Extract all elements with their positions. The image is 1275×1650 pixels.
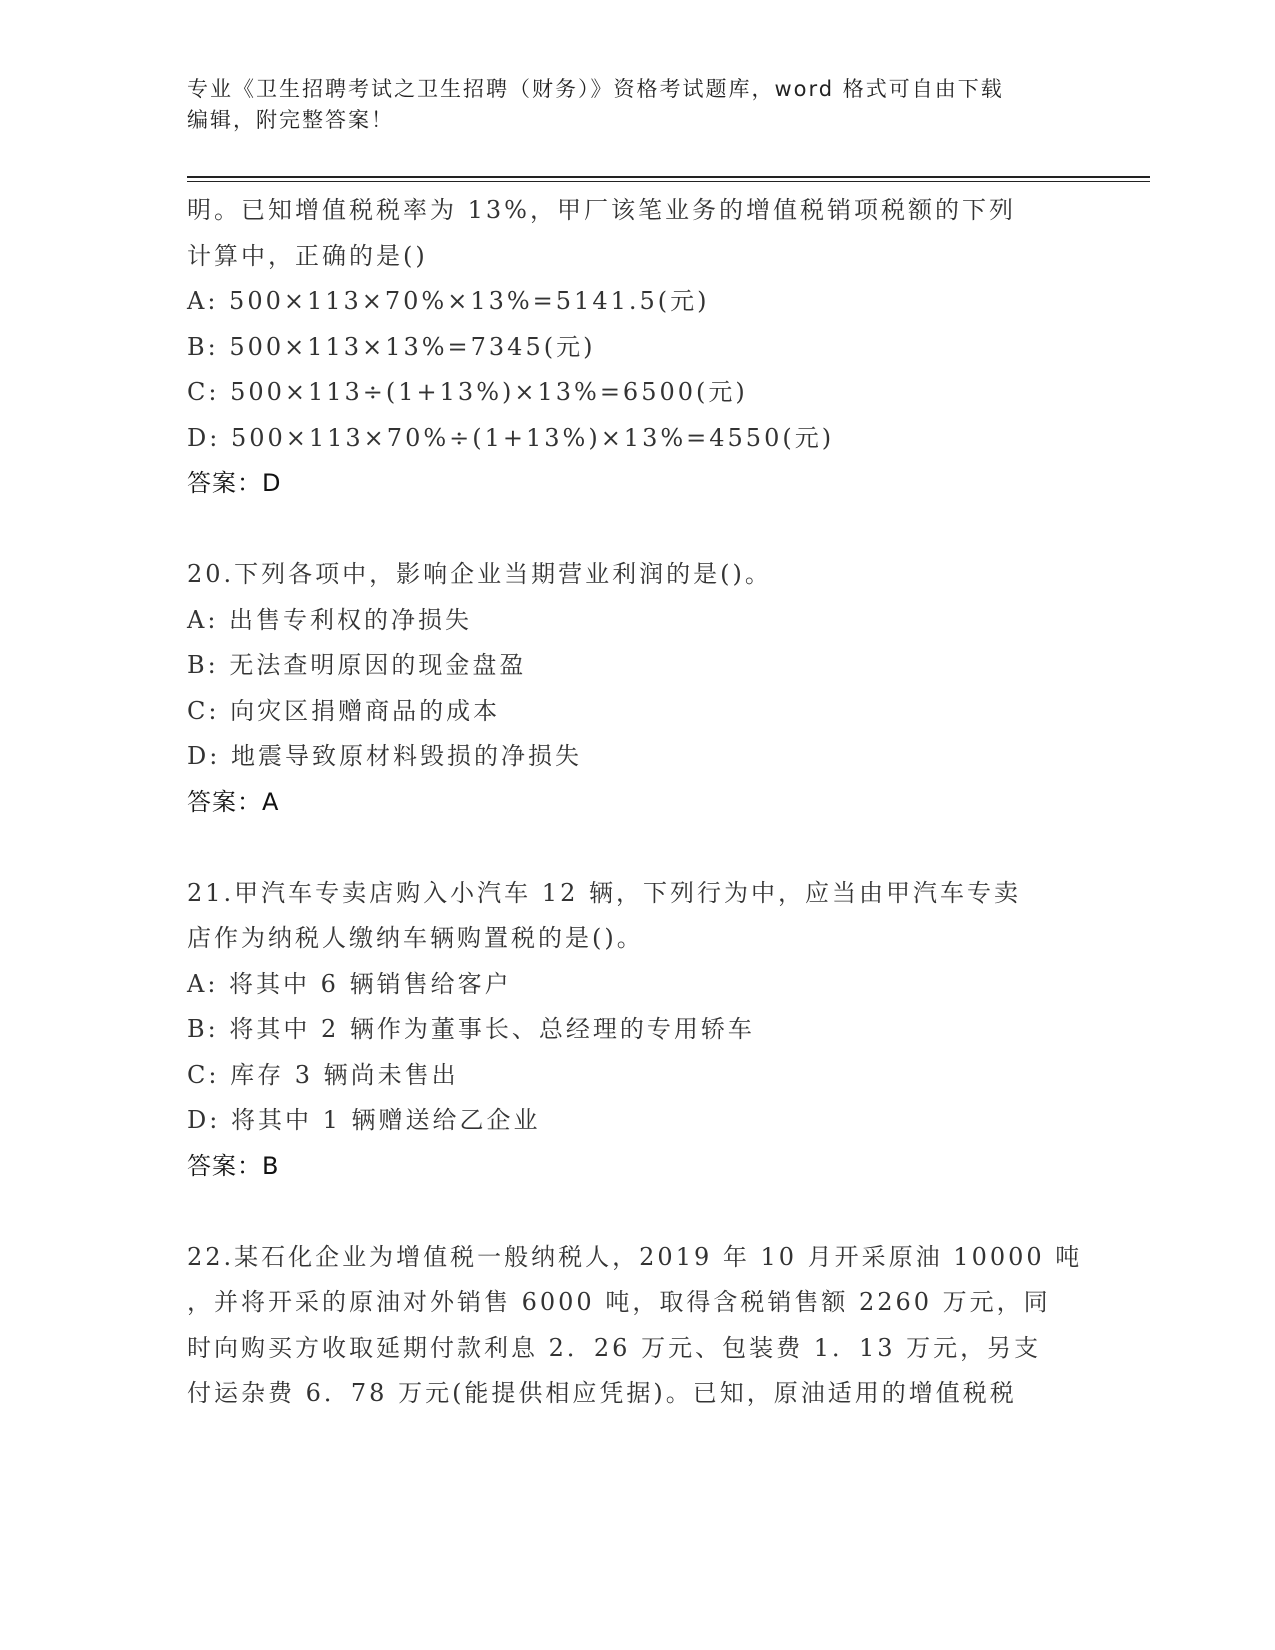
answer-line: 答案：D <box>187 469 282 497</box>
option-d: D: 将其中 1 辆赠送给乙企业 <box>187 1106 541 1134</box>
option-c: C: 向灾区捐赠商品的成本 <box>187 696 501 725</box>
question-stem-line: 20.下列各项中，影响企业当期营业利润的是()。 <box>187 560 772 588</box>
option-d: D: 500×113×70%÷(1+13%)×13%=4550(元) <box>187 423 835 452</box>
question-stem-line: 21.甲汽车专卖店购入小汽车 12 辆，下列行为中，应当由甲汽车专卖 <box>187 878 1021 907</box>
question-stem-line: 明。已知增值税税率为 13%，甲厂该笔业务的增值税销项税额的下列 <box>187 196 1016 224</box>
option-c: C: 库存 3 辆尚未售出 <box>187 1060 459 1089</box>
answer-line: 答案：A <box>187 787 280 816</box>
header-line-1: 专业《卫生招聘考试之卫生招聘（财务）》资格考试题库，word 格式可自由下载 <box>187 77 1004 101</box>
question-21 <box>187 871 1087 1190</box>
spacer <box>187 1189 1087 1235</box>
spacer <box>187 825 1087 871</box>
question-19 <box>187 188 1087 507</box>
spacer <box>187 507 1087 553</box>
question-stem-line: 店作为纳税人缴纳车辆购置税的是()。 <box>187 924 644 952</box>
option-b: B: 500×113×13%=7345(元) <box>187 332 596 361</box>
question-content <box>187 188 1087 1417</box>
question-stem-line: ，并将开采的原油对外销售 6000 吨，取得含税销售额 2260 万元，同 <box>187 1288 1051 1316</box>
option-c: C: 500×113÷(1+13%)×13%=6500(元) <box>187 378 748 406</box>
option-a: A: 500×113×70%×13%=5141.5(元) <box>187 287 710 315</box>
option-b: B: 无法查明原因的现金盘盈 <box>187 651 527 679</box>
question-stem-line: 时向购买方收取延期付款利息 2．26 万元、包装费 1．13 万元，另支 <box>187 1333 1042 1362</box>
question-20 <box>187 552 1087 825</box>
question-stem-line: 计算中，正确的是() <box>187 241 428 270</box>
question-stem-line: 付运杂费 6．78 万元(能提供相应凭据)。已知，原油适用的增值税税 <box>187 1379 1017 1407</box>
page-header <box>187 74 1067 136</box>
answer-line: 答案：B <box>187 1151 280 1180</box>
header-divider-thin <box>187 181 1150 182</box>
option-b: B: 将其中 2 辆作为董事长、总经理的专用轿车 <box>187 1015 755 1043</box>
option-a: A: 将其中 6 辆销售给客户 <box>187 969 512 998</box>
option-a: A: 出售专利权的净损失 <box>187 605 473 634</box>
question-stem-line: 22.某石化企业为增值税一般纳税人，2019 年 10 月开采原油 10000 吨 <box>187 1242 1083 1271</box>
header-line-2: 编辑，附完整答案！ <box>187 108 394 132</box>
question-22 <box>187 1235 1087 1417</box>
header-divider-thick <box>187 176 1150 178</box>
option-d: D: 地震导致原材料毁损的净损失 <box>187 742 582 770</box>
